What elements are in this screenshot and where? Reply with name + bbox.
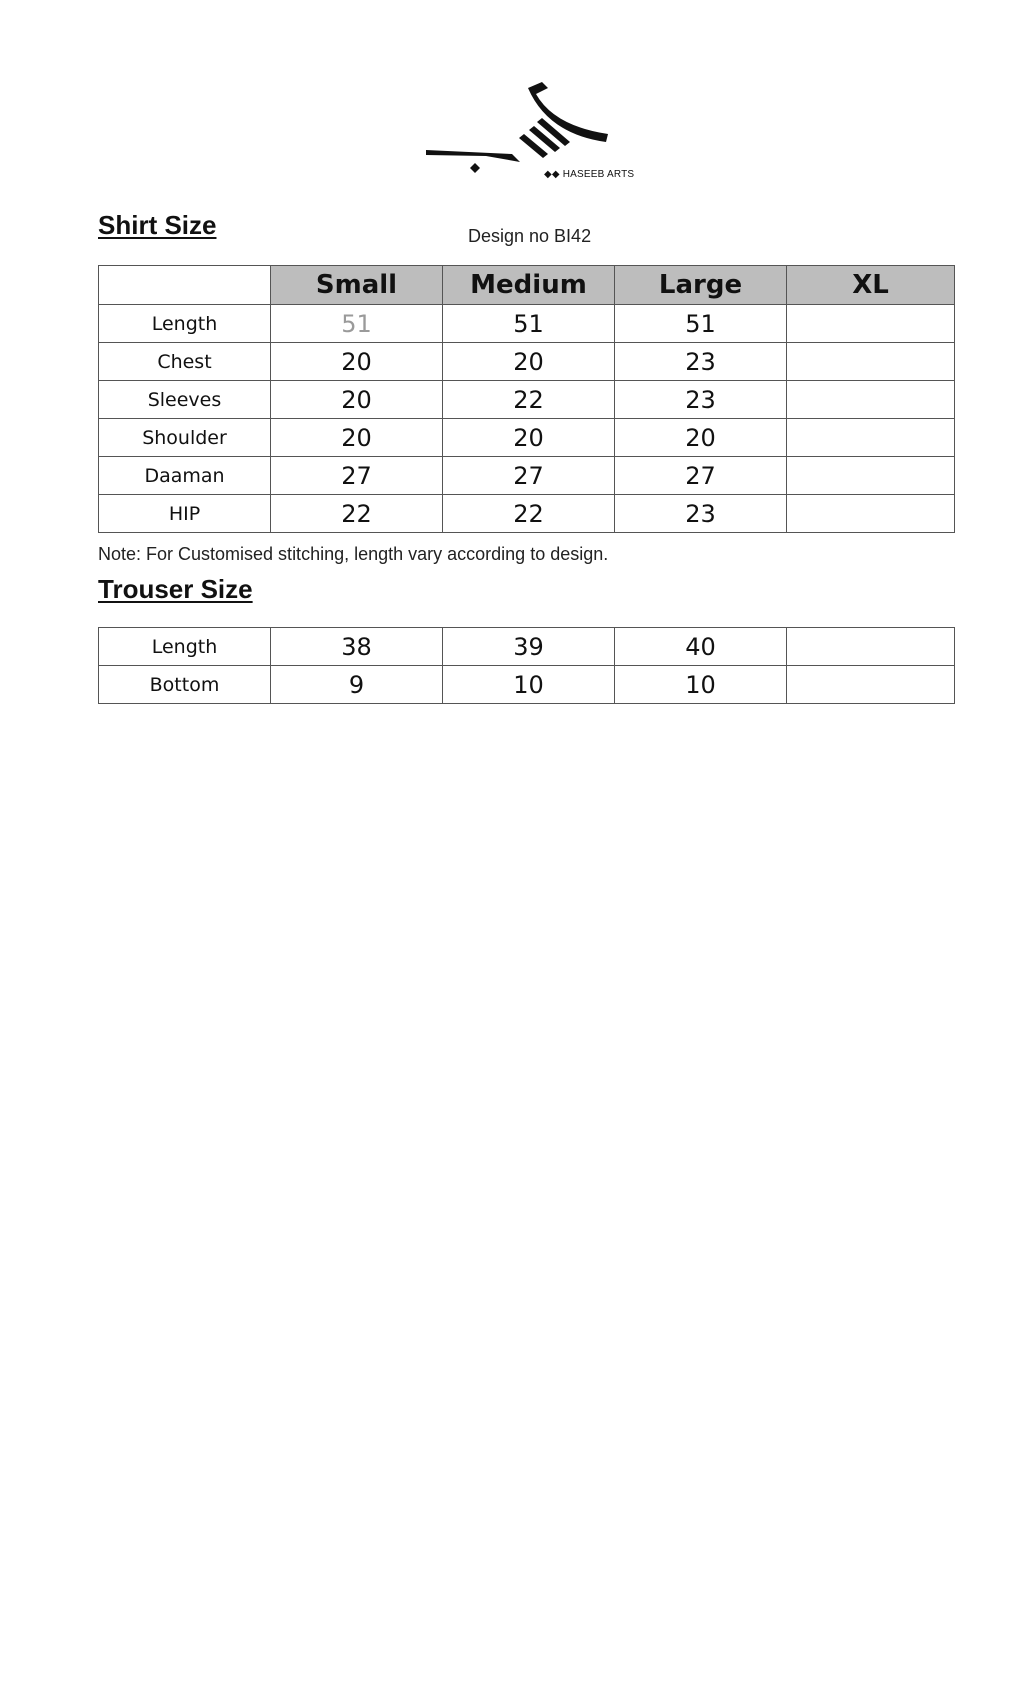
brand-logo [424, 82, 624, 182]
cell-large: 23 [615, 343, 787, 381]
shirt-size-table [98, 265, 955, 533]
cell-small: 22 [271, 495, 443, 533]
cell-large: 51 [615, 305, 787, 343]
row-label: Length [99, 305, 271, 343]
brand-name [544, 169, 634, 180]
cell-small: 9 [271, 666, 443, 704]
cell-medium: 20 [443, 419, 615, 457]
cell-medium: 22 [443, 381, 615, 419]
header-small: Small [271, 266, 443, 305]
cell-large: 10 [615, 666, 787, 704]
header-large: Large [615, 266, 787, 305]
table-row [99, 343, 955, 381]
header-blank [99, 266, 271, 305]
table-header-row [99, 266, 955, 305]
cell-medium: 39 [443, 628, 615, 666]
cell-medium: 51 [443, 305, 615, 343]
cell-small: 27 [271, 457, 443, 495]
cell-large: 23 [615, 381, 787, 419]
cell-small: 20 [271, 381, 443, 419]
trouser-size-title: Trouser Size [98, 574, 253, 604]
row-label: Shoulder [99, 419, 271, 457]
cell-medium: 22 [443, 495, 615, 533]
table-row [99, 305, 955, 343]
cell-small: 20 [271, 419, 443, 457]
cell-xl [787, 457, 955, 495]
cell-xl [787, 419, 955, 457]
header-xl: XL [787, 266, 955, 305]
cell-large: 40 [615, 628, 787, 666]
row-label: HIP [99, 495, 271, 533]
row-label: Daaman [99, 457, 271, 495]
cell-xl [787, 666, 955, 704]
cell-xl [787, 381, 955, 419]
cell-xl [787, 305, 955, 343]
cell-medium: 10 [443, 666, 615, 704]
table-row [99, 628, 955, 666]
row-label: Bottom [99, 666, 271, 704]
shirt-size-title: Shirt Size [98, 210, 217, 240]
cell-medium: 20 [443, 343, 615, 381]
table-row [99, 457, 955, 495]
stitching-note: Note: For Customised stitching, length vary according to design. [98, 544, 609, 564]
cell-medium: 27 [443, 457, 615, 495]
brand-name-text: HASEEB ARTS [562, 169, 635, 180]
cell-xl [787, 628, 955, 666]
table-row [99, 666, 955, 704]
cell-small: 51 [271, 305, 443, 343]
row-label: Length [99, 628, 271, 666]
diamond-icon: ◆◆ [544, 169, 560, 180]
row-label: Sleeves [99, 381, 271, 419]
cell-large: 20 [615, 419, 787, 457]
cell-large: 27 [615, 457, 787, 495]
row-label: Chest [99, 343, 271, 381]
table-row [99, 381, 955, 419]
trouser-size-table [98, 627, 955, 704]
table-row [99, 419, 955, 457]
cell-xl [787, 343, 955, 381]
design-number: Design no BI42 [468, 226, 592, 246]
header-medium: Medium [443, 266, 615, 305]
calligraphy-logo-icon [424, 82, 624, 182]
table-row [99, 495, 955, 533]
cell-xl [787, 495, 955, 533]
cell-large: 23 [615, 495, 787, 533]
cell-small: 38 [271, 628, 443, 666]
cell-small: 20 [271, 343, 443, 381]
